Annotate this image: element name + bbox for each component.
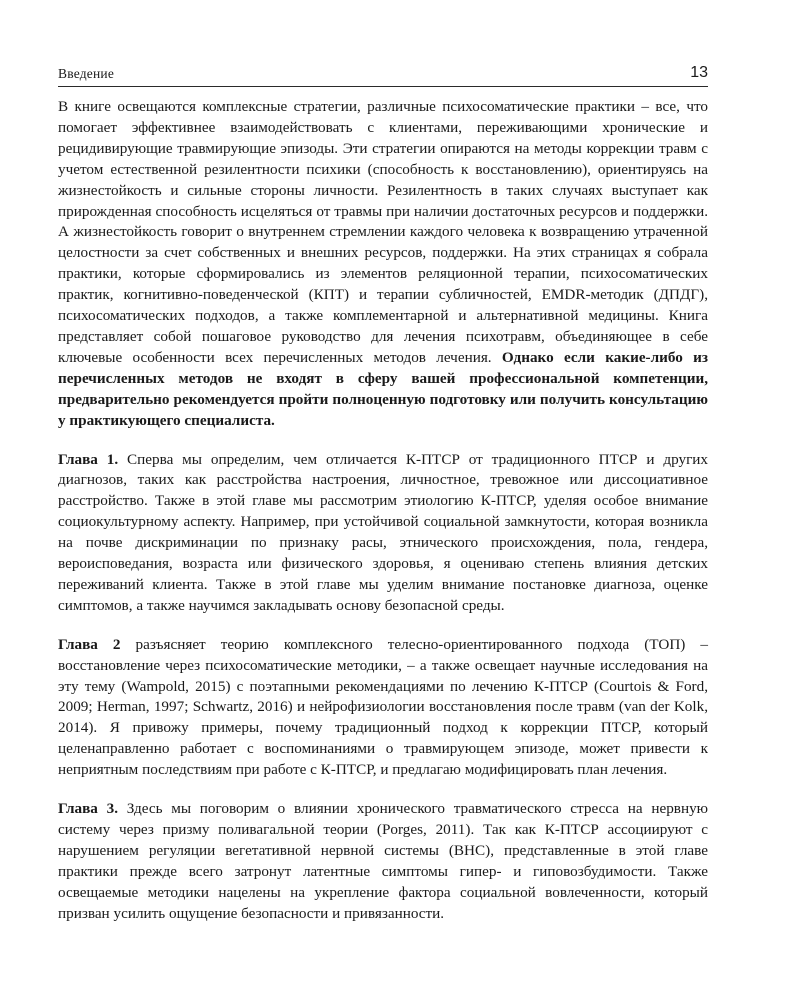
intro-paragraph	[58, 97, 708, 432]
page-number: 13	[690, 64, 708, 81]
chapter-3-label: Глава 3.	[58, 800, 118, 818]
book-page	[58, 60, 708, 943]
body-text	[58, 97, 708, 925]
chapter-1-paragraph	[58, 450, 708, 617]
running-header	[58, 60, 708, 87]
chapter-1-text: Сперва мы определим, чем отличается К-ПТСР от традиционного ПТСР и других диагнозов, таких как расстройства настроения, личностное, тревожное или диссоциативное расстройство. Также в этой главе мы рассмотрим этиологию К-ПТСР, уделяя особое внимание социокультурному аспекту. Например, при устойчивой социальной замкнутости, которая возникла на почве дискриминации по признаку расы, этнического происхождения, пола, гендера, вероисповедания, возраста или физического здоровья, я оцениваю степень влияния детских переживаний клиента. Также в этой главе мы уделим внимание постановке диагноза, оценке симптомов, а также научимся закладывать основу безопасной среды.	[58, 450, 709, 614]
intro-warning: Однако если какие-либо из перечисленных методов не входят в сферу вашей профессиональной компетенции, предварительно рекомендуется пройти полноценную подготовку или получить консультацию у практикующего специалиста.	[58, 348, 709, 429]
chapter-2-paragraph	[58, 635, 708, 781]
intro-text: В книге освещаются комплексные стратегии, различные психосоматические практики – все, что помогает эффективнее взаимодействовать с клиентами, переживающими хронические и рецидивирующие травмирующие эпизоды. Эти стратегии опираются на методы коррекции травм с учетом естественной резилентности психики (способность к восстановлению), ориентируясь на жизнестойкость и сильные стороны личности. Резилентность в таких случаях выступает как прирожденная способность исцеляться от травмы при наличии достаточных ресурсов и поддержки. А жизнестойкость говорит о внутреннем стремлении каждого человека к возвращению утраченной целостности за счет собственных и внешних ресурсов, поддержки. На этих страницах я собрала практики, которые сформировались из элементов реляционной терапии, психосоматических практик, когнитивно-поведенческой (КПТ) и терапии субличностей, EMDR-методик (ДПДГ), психосоматических подходов, а также комплементарной и альтернативной медицины. Книга представляет собой пошаговое руководство для лечения психотравм, объединяющее в себе ключевые особенности всех перечисленных методов лечения.	[58, 98, 708, 366]
section-title: Введение	[58, 66, 115, 81]
chapter-3-paragraph	[58, 799, 708, 924]
chapter-2-text: разъясняет теорию комплексного телесно-ориентированного подхода (ТОП) – восстановление через психосоматические методики, – а также освещает научные исследования на эту тему (Wampold, 2015) с поэтапными рекомендациями по лечению К-ПТСР (Courtois & Ford, 2009; Herman, 1997; Schwartz, 2016) и нейрофизиологии восстановления после травм (van der Kolk, 2014). Я привожу примеры, почему традиционный подход к коррекции ПТСР, который целенаправленно работает с воспоминаниями о травмирующем эпизоде, может привести к неприятным последствиям при работе с К-ПТСР, и предлагаю модифицировать план лечения.	[58, 635, 708, 779]
chapter-1-label: Глава 1.	[58, 450, 119, 468]
chapter-2-label: Глава 2	[58, 635, 121, 653]
chapter-3-text: Здесь мы поговорим о влиянии хронического травматического стресса на нервную систему через призму поливагальной теории (Porges, 2011). Так как К-ПТСР ассоциируют с нарушением регуляции вегетативной нервной системы (ВНС), представленные в этой главе практики прежде всего затронут латентные симптомы гипер- и гиповозбудимости. Также освещаемые методики нацелены на укрепление фактора социальной вовлеченности, который призван усилить ощущение безопасности и привязанности.	[58, 800, 709, 922]
